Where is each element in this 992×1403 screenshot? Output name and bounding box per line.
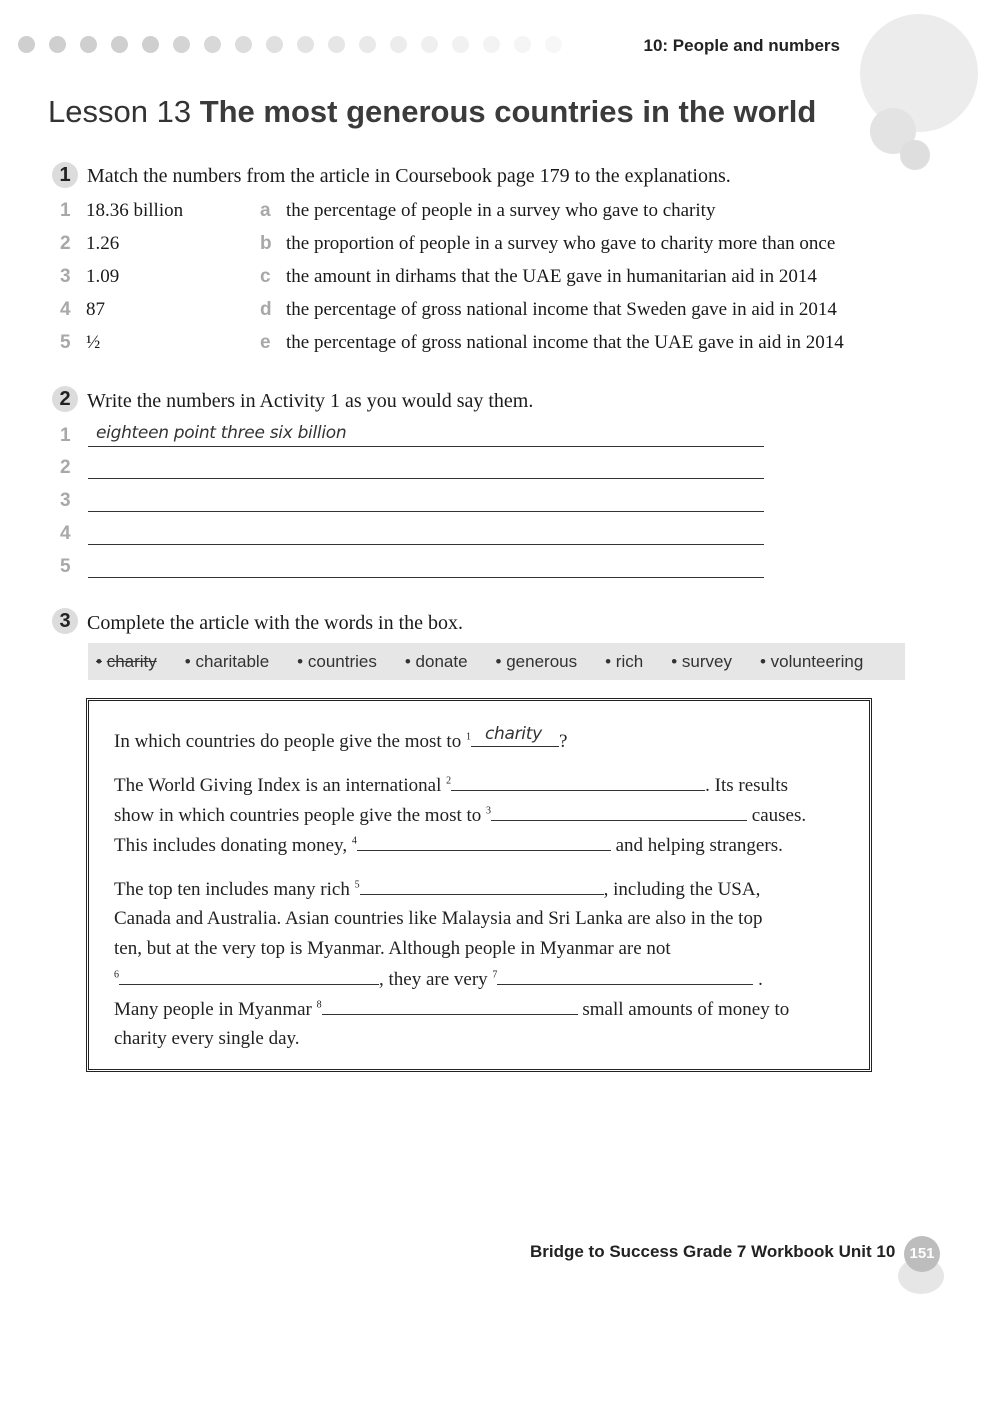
article-text: . (758, 969, 763, 990)
article-line (114, 774, 788, 797)
decorative-dot (359, 36, 376, 53)
decorative-dot (204, 36, 221, 53)
explanation-letter: c (260, 266, 271, 287)
word-text: survey (681, 651, 732, 671)
answer-line[interactable] (88, 549, 764, 578)
article-text: The World Giving Index is an international (114, 775, 442, 796)
word-text: countries (307, 651, 377, 671)
activity-number: 1 (52, 162, 78, 188)
unit-title: 10: People and numbers (643, 36, 840, 55)
word-box-item (496, 652, 578, 672)
bullet: • (605, 651, 612, 671)
gap-input[interactable] (497, 968, 753, 985)
explanation-letter: d (260, 299, 272, 320)
word-text: volunteering (770, 651, 864, 671)
word-text: rich (615, 651, 644, 671)
word-box-item (671, 652, 732, 672)
word-text: donate (415, 651, 468, 671)
decorative-dot (483, 36, 500, 53)
word-box-item (96, 652, 157, 672)
bullet: • (671, 651, 678, 671)
item-number: 1 (60, 200, 71, 221)
article-text: show in which countries people give the most to (114, 805, 482, 826)
article-text: In which countries do people give the most to (114, 731, 462, 752)
article-text: causes. (751, 805, 807, 826)
handwritten-answer: eighteen point three six billion (96, 423, 347, 443)
gap-input[interactable] (360, 878, 604, 895)
decorative-dot (421, 36, 438, 53)
gap-input[interactable] (471, 724, 559, 747)
article-line (114, 834, 783, 857)
article-line (114, 998, 789, 1021)
item-number: 2 (60, 233, 71, 254)
number-value: 18.36 billion (86, 200, 184, 221)
article-text: and helping strangers. (615, 835, 783, 856)
decorative-dot (173, 36, 190, 53)
decorative-bubble-small (900, 140, 930, 170)
word-box-item (760, 652, 863, 672)
explanation-text: the percentage of people in a survey who gave to charity (286, 200, 716, 221)
article-text: , they are very (379, 969, 488, 990)
article-line: Canada and Australia. Asian countries like Malaysia and Sri Lanka are also in the top (114, 908, 763, 929)
decorative-dot (328, 36, 345, 53)
decorative-dot (80, 36, 97, 53)
decorative-dot (235, 36, 252, 53)
article-box (86, 698, 872, 1072)
activity-number: 2 (52, 386, 78, 412)
item-number: 2 (60, 457, 71, 478)
word-box-item (405, 652, 468, 672)
decorative-dot (297, 36, 314, 53)
number-value: 87 (86, 299, 105, 320)
explanation-letter: a (260, 200, 271, 221)
article-line: charity every single day. (114, 1028, 300, 1049)
decorative-dot (111, 36, 128, 53)
word-text: charity (106, 651, 157, 671)
gap-input[interactable] (491, 804, 747, 821)
answer-line[interactable] (88, 418, 764, 447)
decorative-dot (545, 36, 562, 53)
article-text: small amounts of money to (582, 999, 790, 1020)
activity-instruction: Match the numbers from the article in Coursebook page 179 to the explanations. (87, 165, 731, 187)
article-line (114, 804, 806, 827)
item-number: 3 (60, 266, 71, 287)
explanation-text: the percentage of gross national income that the UAE gave in aid in 2014 (286, 332, 844, 353)
explanation-text: the amount in dirhams that the UAE gave in humanitarian aid in 2014 (286, 266, 817, 287)
gap-number: 4 (351, 835, 357, 847)
number-value: 1.09 (86, 266, 120, 287)
activity-number: 3 (52, 608, 78, 634)
bullet: • (96, 651, 102, 671)
gap-input[interactable] (357, 834, 611, 851)
gap-number: 1 (465, 731, 471, 743)
item-number: 4 (60, 299, 71, 320)
item-number: 1 (60, 425, 71, 446)
article-line (114, 878, 760, 901)
article-line (114, 968, 763, 991)
gap-input[interactable] (322, 998, 578, 1015)
article-question (114, 724, 568, 753)
word-box-item (605, 652, 643, 672)
article-text: Many people in Myanmar (114, 999, 312, 1020)
word-box-item (185, 652, 269, 672)
article-text: . Its results (705, 775, 788, 796)
word-text: generous (506, 651, 578, 671)
explanation-letter: e (260, 332, 271, 353)
answer-line[interactable] (88, 483, 764, 512)
bullet: • (184, 651, 191, 671)
item-number: 5 (60, 332, 71, 353)
gap-number: 2 (446, 775, 452, 787)
item-number: 4 (60, 523, 71, 544)
activity-instruction: Complete the article with the words in the box. (87, 612, 464, 634)
gap-number: 5 (354, 879, 360, 891)
article-text: ? (558, 731, 568, 752)
article-line: ten, but at the very top is Myanmar. Although people in Myanmar are not (114, 938, 671, 959)
word-text: charitable (195, 651, 270, 671)
bullet: • (495, 651, 502, 671)
handwritten-answer: charity (484, 724, 542, 744)
word-box (88, 643, 905, 680)
answer-line[interactable] (88, 450, 764, 479)
decorative-dot (49, 36, 66, 53)
decorative-dot (266, 36, 283, 53)
decorative-dot (390, 36, 407, 53)
decorative-dot (452, 36, 469, 53)
number-value: ½ (86, 332, 101, 353)
decorative-dots (18, 36, 562, 53)
decorative-dot (18, 36, 35, 53)
item-number: 5 (60, 556, 71, 577)
lesson-title (48, 94, 816, 130)
explanation-text: the percentage of gross national income that Sweden gave in aid in 2014 (286, 299, 837, 320)
gap-input[interactable] (119, 968, 379, 985)
answer-line[interactable] (88, 516, 764, 545)
article-text: This includes donating money, (114, 835, 348, 856)
gap-input[interactable] (451, 774, 705, 791)
lesson-heading: The most generous countries in the world (199, 94, 817, 129)
item-number: 3 (60, 490, 71, 511)
article-text: The top ten includes many rich (114, 879, 350, 900)
word-box-item (297, 652, 377, 672)
gap-number: 8 (316, 999, 322, 1011)
bullet: • (759, 651, 766, 671)
bullet: • (297, 651, 304, 671)
article-text: , including the USA, (603, 879, 761, 900)
gap-number: 7 (492, 969, 498, 981)
number-value: 1.26 (86, 233, 120, 254)
gap-number: 3 (486, 805, 492, 817)
explanation-text: the proportion of people in a survey who gave to charity more than once (286, 233, 836, 254)
footer-book-title: Bridge to Success Grade 7 Workbook Unit 10 (530, 1242, 896, 1261)
bullet: • (404, 651, 411, 671)
page-number: 151 (904, 1236, 940, 1272)
explanation-letter: b (260, 233, 272, 254)
lesson-number: Lesson 13 (48, 94, 192, 129)
decorative-dot (514, 36, 531, 53)
activity-instruction: Write the numbers in Activity 1 as you would say them. (87, 390, 534, 412)
decorative-dot (142, 36, 159, 53)
gap-number: 6 (114, 969, 119, 981)
